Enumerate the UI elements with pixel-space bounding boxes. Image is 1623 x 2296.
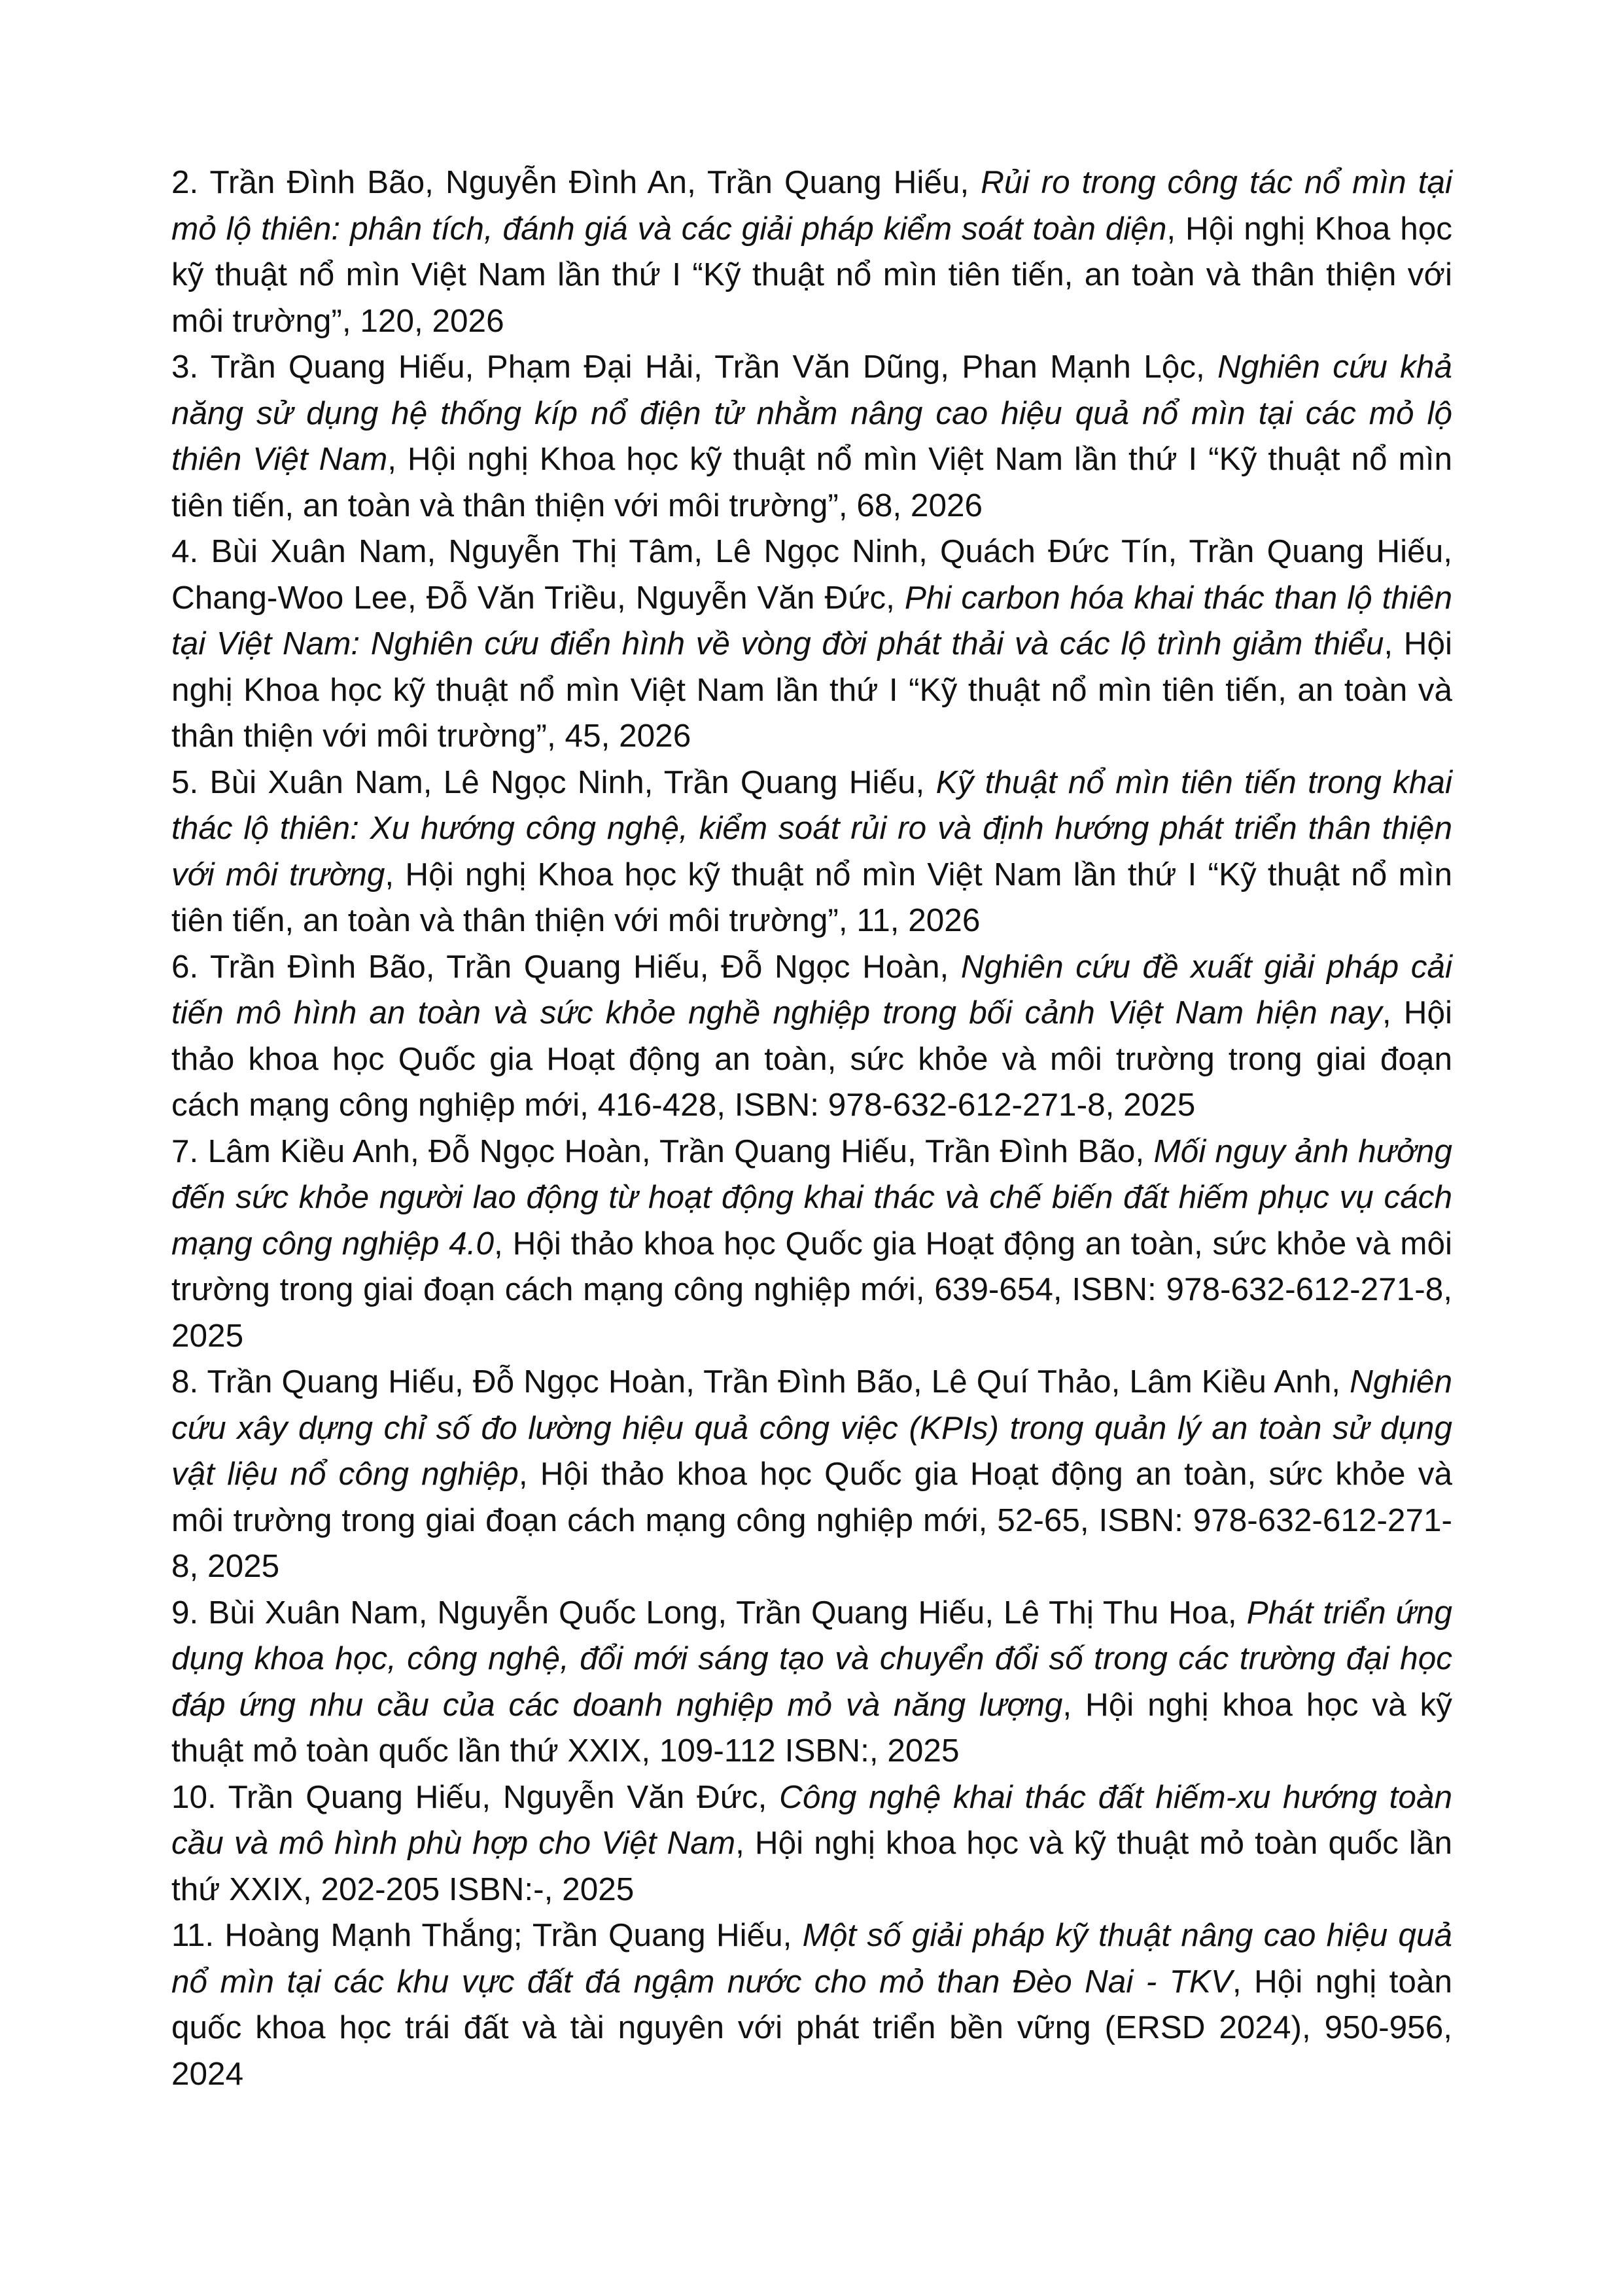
reference-venue: , Hội nghị toàn quốc khoa học trái đất và tài nguyên với phát triển bền vững (ERSD 2024), 950-956, 2024: [171, 1963, 1453, 2092]
reference-title: Nghiên cứu đề xuất giải pháp cải tiến mô hình an toàn và sức khỏe nghề nghiệp trong bối cảnh Việt Nam hiện nay: [171, 948, 1452, 1031]
reference-venue: , Hội thảo khoa học Quốc gia Hoạt động an toàn, sức khỏe và môi trường trong giai đoạn cách mạng công nghiệp mới, 416-428, ISBN: 978-632-612-271-8, 2025: [171, 995, 1453, 1123]
reference-title: Phát triển ứng dụng khoa học, công nghệ, đổi mới sáng tạo và chuyển đổi số trong các trường đại học đáp ứng nhu cầu của các doanh nghiệp mỏ và năng lượng: [171, 1594, 1452, 1723]
reference-entry-3: [171, 344, 1452, 529]
reference-venue: , Hội nghị Khoa học kỹ thuật nổ mìn Việt Nam lần thứ I “Kỹ thuật nổ mìn tiên tiến, an toàn và thân thiện với môi trường”, 68, 2026: [171, 441, 1452, 523]
reference-venue: , Hội nghị Khoa học kỹ thuật nổ mìn Việt Nam lần thứ I “Kỹ thuật nổ mìn tiên tiến, an toàn và thân thiện với môi trường”, 120, 2026: [171, 210, 1453, 339]
reference-title: Mối nguy ảnh hưởng đến sức khỏe người lao động từ hoạt động khai thác và chế biến đất hiếm phục vụ cách mạng công nghiệp 4.0: [171, 1133, 1452, 1262]
reference-entry-2: [171, 160, 1452, 344]
reference-entry-8: [171, 1359, 1452, 1590]
reference-number: 6.: [171, 948, 199, 985]
reference-number: 4.: [171, 533, 199, 569]
reference-authors: Hoàng Mạnh Thắng; Trần Quang Hiếu,: [224, 1917, 792, 1953]
reference-title: Kỹ thuật nổ mìn tiên tiến trong khai thác lộ thiên: Xu hướng công nghệ, kiểm soát rủi ro và định hướng phát triển thân thiện với môi trường: [171, 764, 1452, 892]
reference-authors: Trần Quang Hiếu, Đỗ Ngọc Hoàn, Trần Đình Bão, Lê Quí Thảo, Lâm Kiều Anh,: [207, 1364, 1341, 1400]
reference-number: 8.: [171, 1364, 199, 1400]
reference-authors: Trần Quang Hiếu, Phạm Đại Hải, Trần Văn Dũng, Phan Mạnh Lộc,: [210, 349, 1205, 385]
reference-entry-9: [171, 1590, 1452, 1775]
reference-venue: , Hội nghị Khoa học kỹ thuật nổ mìn Việt Nam lần thứ I “Kỹ thuật nổ mìn tiên tiến, an toàn và thân thiện với môi trường”, 45, 2026: [171, 626, 1453, 754]
reference-title: Phi carbon hóa khai thác than lộ thiên tại Việt Nam: Nghiên cứu điển hình về vòng đời phát thải và các lộ trình giảm thiểu: [171, 579, 1452, 662]
reference-entry-7: [171, 1129, 1452, 1360]
reference-entry-5: [171, 760, 1452, 944]
reference-authors: Bùi Xuân Nam, Nguyễn Quốc Long, Trần Quang Hiếu, Lê Thị Thu Hoa,: [208, 1594, 1237, 1631]
reference-number: 10.: [171, 1778, 217, 1815]
reference-title: Một số giải pháp kỹ thuật nâng cao hiệu quả nổ mìn tại các khu vực đất đá ngậm nước cho mỏ than Đèo Nai - TKV: [171, 1917, 1452, 2000]
reference-number: 11.: [171, 1917, 215, 1953]
reference-entry-4: [171, 529, 1452, 760]
reference-number: 9.: [171, 1594, 199, 1631]
reference-number: 3.: [171, 349, 199, 385]
reference-title: Rủi ro trong công tác nổ mìn tại mỏ lộ thiên: phân tích, đánh giá và các giải pháp kiểm soát toàn diện: [171, 164, 1453, 247]
reference-title: Nghiên cứu xây dựng chỉ số đo lường hiệu quả công việc (KPIs) trong quản lý an toàn sử dụng vật liệu nổ công nghiệp: [171, 1364, 1452, 1492]
reference-title: Công nghệ khai thác đất hiếm-xu hướng toàn cầu và mô hình phù hợp cho Việt Nam: [171, 1778, 1452, 1861]
reference-venue: , Hội nghị Khoa học kỹ thuật nổ mìn Việt Nam lần thứ I “Kỹ thuật nổ mìn tiên tiến, an toàn và thân thiện với môi trường”, 11, 2026: [171, 856, 1452, 938]
reference-number: 7.: [171, 1133, 199, 1169]
reference-authors: Trần Quang Hiếu, Nguyễn Văn Đức,: [228, 1778, 767, 1815]
reference-authors: Lâm Kiều Anh, Đỗ Ngọc Hoàn, Trần Quang Hiếu, Trần Đình Bão,: [207, 1133, 1145, 1169]
reference-entry-11: [171, 1913, 1452, 2097]
reference-entry-10: [171, 1775, 1452, 1913]
reference-number: 5.: [171, 764, 199, 800]
reference-authors: Bùi Xuân Nam, Nguyễn Thị Tâm, Lê Ngọc Ninh, Quách Đức Tín, Trần Quang Hiếu, Chang-Woo Lee, Đỗ Văn Triều, Nguyễn Văn Đức,: [171, 533, 1452, 616]
reference-number: 2.: [171, 164, 199, 200]
reference-authors: Trần Đình Bão, Trần Quang Hiếu, Đỗ Ngọc Hoàn,: [210, 948, 949, 985]
reference-venue: , Hội thảo khoa học Quốc gia Hoạt động an toàn, sức khỏe và môi trường trong giai đoạn cách mạng công nghiệp mới, 639-654, ISBN: 978-632-612-271-8, 2025: [171, 1225, 1452, 1354]
reference-title: Nghiên cứu khả năng sử dụng hệ thống kíp nổ điện tử nhằm nâng cao hiệu quả nổ mìn tại các mỏ lộ thiên Việt Nam: [171, 349, 1452, 477]
reference-venue: , Hội thảo khoa học Quốc gia Hoạt động an toàn, sức khỏe và môi trường trong giai đoạn cách mạng công nghiệp mới, 52-65, ISBN: 978-632-612-271-8, 2025: [171, 1456, 1452, 1584]
reference-authors: Trần Đình Bão, Nguyễn Đình An, Trần Quang Hiếu,: [209, 164, 969, 200]
reference-venue: , Hội nghị khoa học và kỹ thuật mỏ toàn quốc lần thứ XXIX, 202-205 ISBN:-, 2025: [171, 1825, 1452, 1907]
reference-authors: Bùi Xuân Nam, Lê Ngọc Ninh, Trần Quang Hiếu,: [209, 764, 925, 800]
reference-venue: , Hội nghị khoa học và kỹ thuật mỏ toàn quốc lần thứ XXIX, 109-112 ISBN:, 2025: [171, 1686, 1452, 1769]
reference-entry-6: [171, 944, 1452, 1129]
reference-list: [171, 160, 1452, 2097]
